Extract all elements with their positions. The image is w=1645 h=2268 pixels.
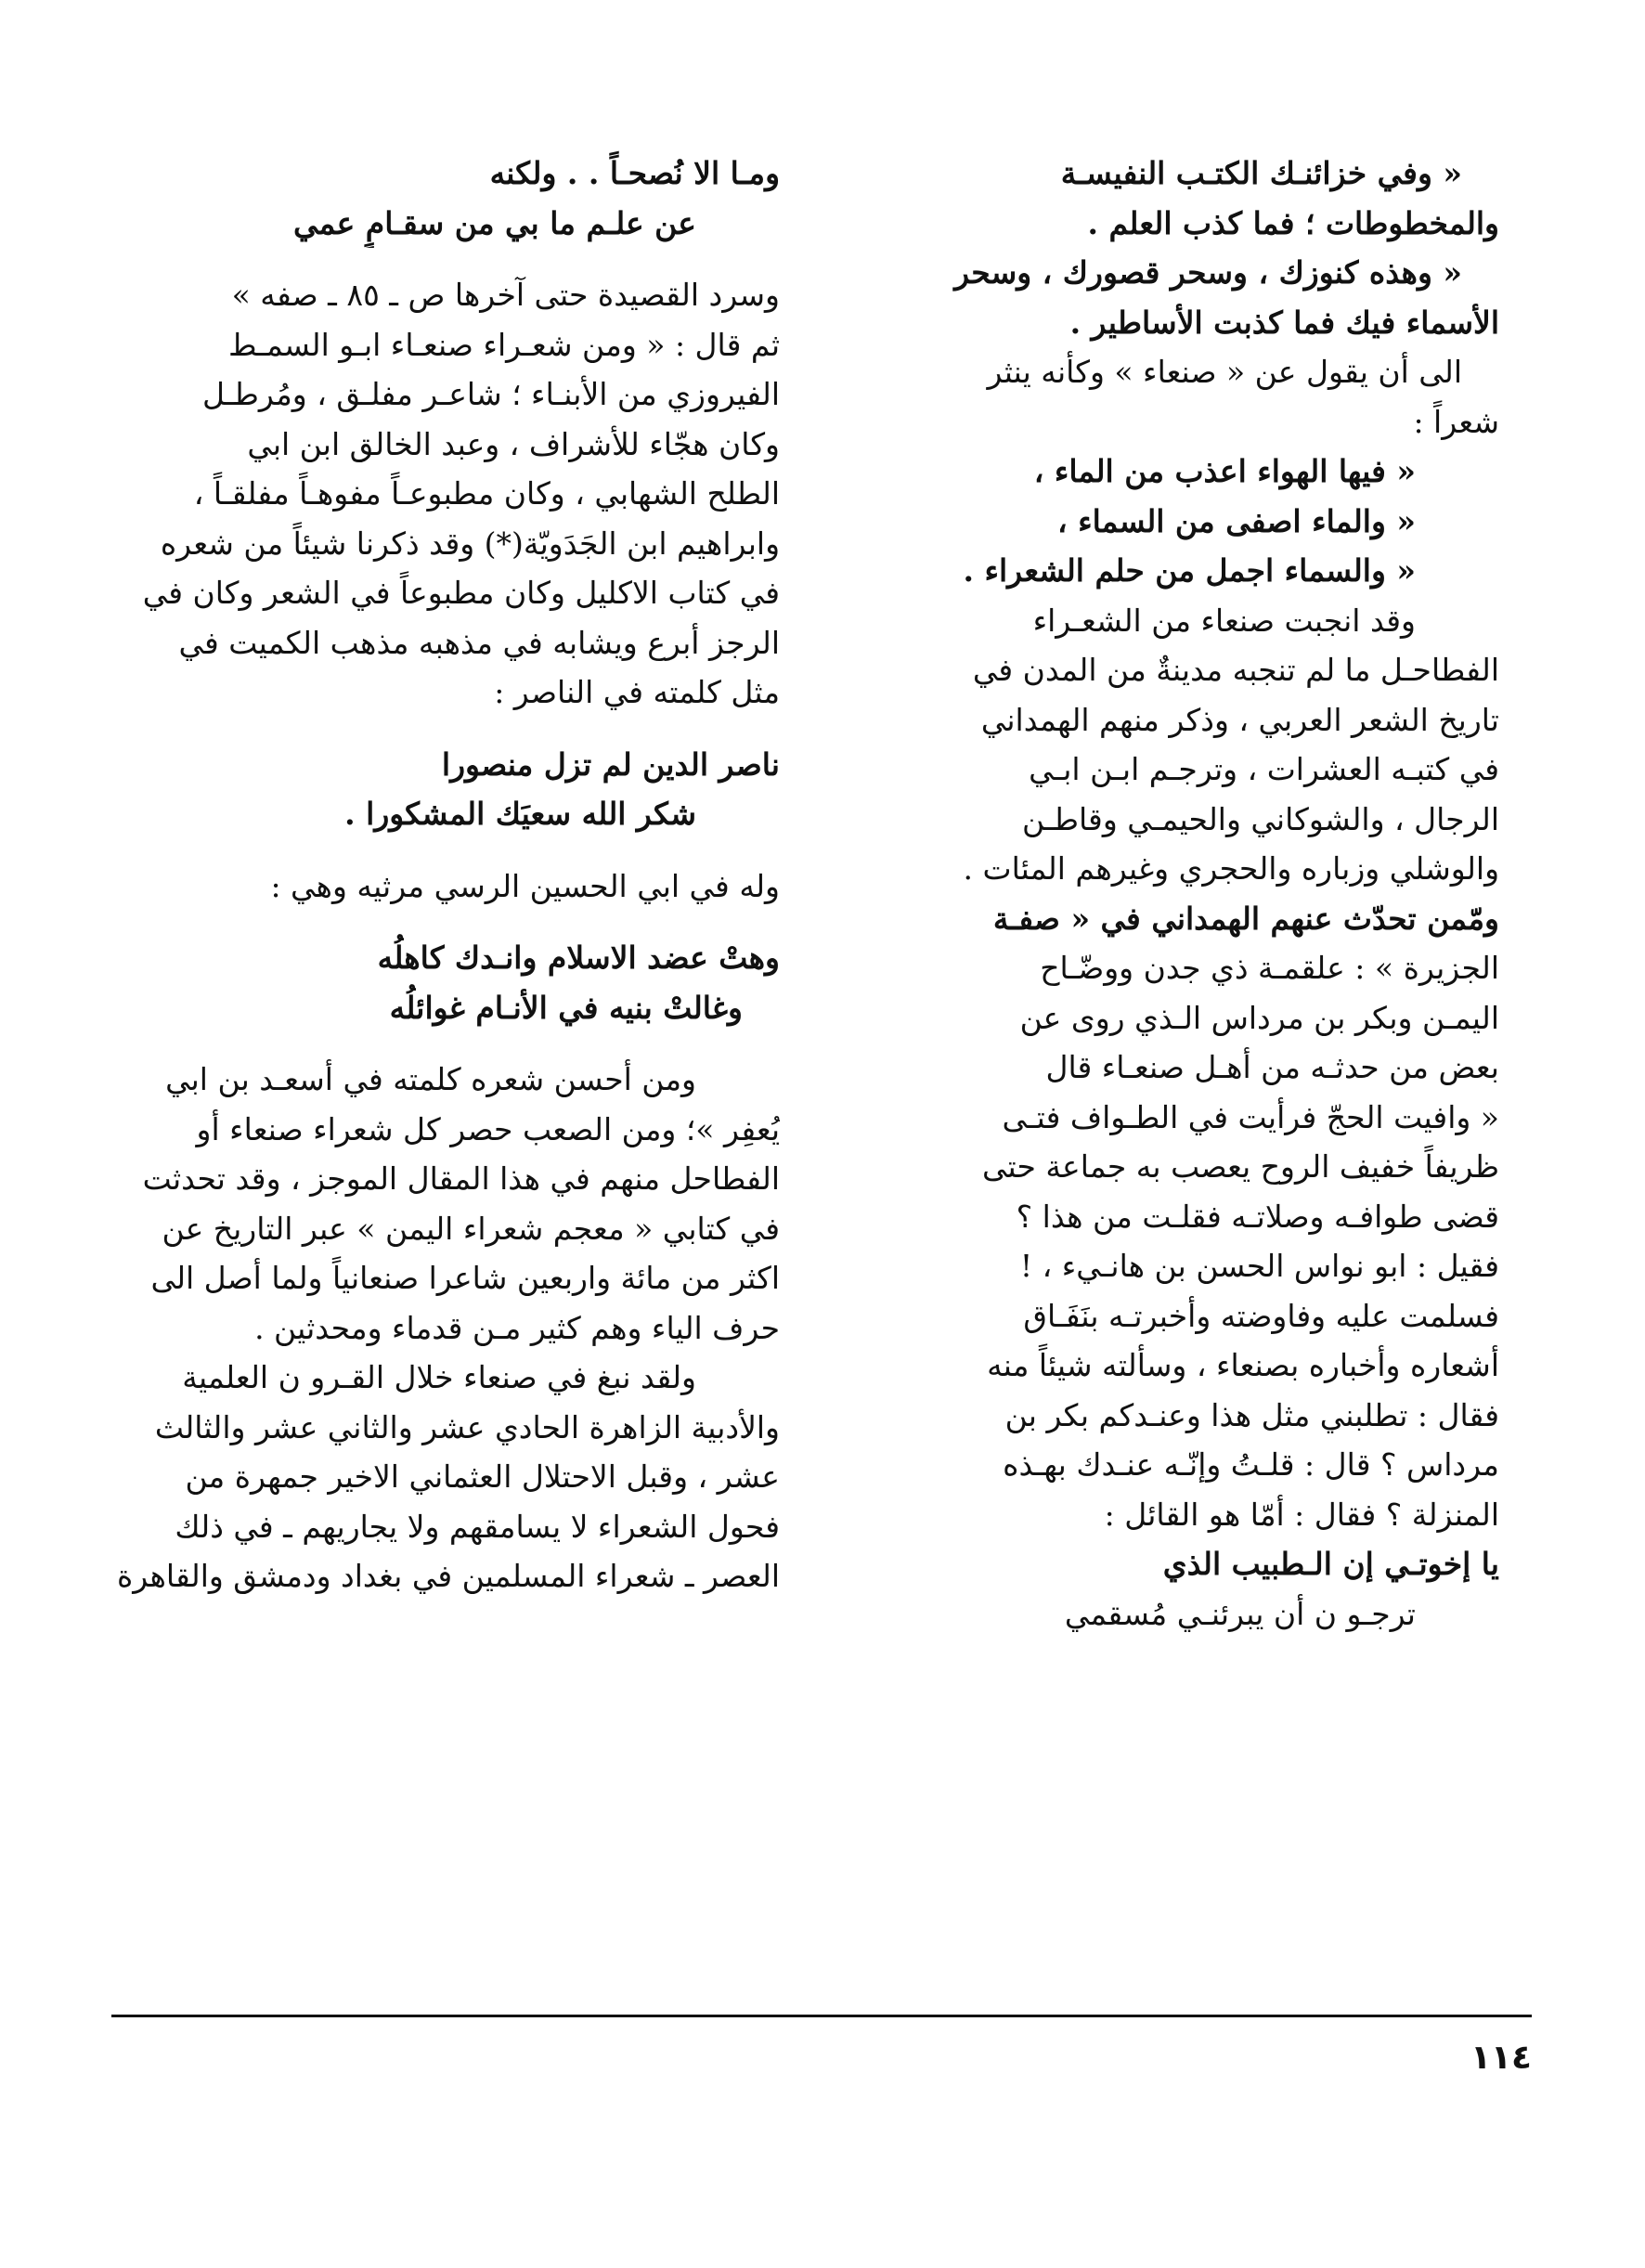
- text-line: وله في ابي الحسين الرسي مرثيه وهي :: [270, 867, 780, 904]
- text-line: وسرد القصيدة حتى آخرها ص ـ ٨٥ ـ صفه »: [231, 277, 780, 313]
- text-line: « وفي خزائنـك الكتـب النفيسـة: [1060, 155, 1462, 191]
- text-line: مرداس ؟ قال : قلـتُ وإنّـه عنـدك بهـذه: [1003, 1446, 1499, 1483]
- text-line: عشر ، وقبل الاحتلال العثماني الاخير جمهرة من: [185, 1458, 780, 1495]
- text-line: المنزلة ؟ فقال : أمّا هو القائل :: [1104, 1496, 1499, 1533]
- text-line: « وهذه كنوزك ، وسحر قصورك ، وسحر: [954, 254, 1462, 291]
- text-line: يُعفِر »؛ ومن الصعب حصر كل شعراء صنعاء أو: [196, 1110, 780, 1147]
- text-line: وقد انجبت صنعاء من الشعـراء: [1032, 602, 1416, 639]
- text-line: « وافيت الحجّ فرأيت في الطـواف فتـى: [1002, 1098, 1499, 1135]
- verse-line: ناصر الدين لم تزل منصورا: [441, 745, 780, 783]
- verse-line: شكر الله سعيَك المشكورا .: [344, 796, 696, 832]
- text-line: الجزيرة » : علقمـة ذي جدن ووضّـاح: [1040, 950, 1499, 986]
- text-line: اكثر من مائة واربعين شاعرا صنعانياً ولما أصل الى: [150, 1260, 780, 1296]
- text-line: الفطاحل منهم في هذا المقال الموجز ، وقد تحدثت: [142, 1160, 780, 1197]
- text-line: والأدبية الزاهرة الحادي عشر والثاني عشر والثالث: [154, 1408, 780, 1445]
- text-line: الرجال ، والشوكاني والحيمـي وقاطـن: [1021, 800, 1499, 837]
- verse-line: ترجـو ن أن يبرئنـي مُسقمي: [1064, 1595, 1416, 1632]
- page-number: ١١٤: [1470, 2039, 1532, 2077]
- text-line: شعراً :: [1413, 403, 1499, 440]
- text-line: في كتابي « معجم شعراء اليمن » عبر التاريخ عن: [162, 1210, 780, 1247]
- text-line: الرجز أبرع ويشابه في مذهبه مذهب الكميت في: [178, 624, 780, 661]
- verse-line: يا إخوتـي إن الـطبيب الذي: [1162, 1546, 1499, 1582]
- spacer: [111, 248, 780, 270]
- text-line: « والسماء اجمل من حلم الشعراء .: [963, 552, 1416, 589]
- text-line: بعض من حدثـه من أهـل صنعـاء قال: [1045, 1049, 1499, 1085]
- text-line: الى أن يقول عن « صنعاء » وكأنه ينثر: [987, 354, 1462, 390]
- text-line: ومّمن تحدّث عنهم الهمداني في « صفـة: [992, 900, 1499, 937]
- text-line: فحول الشعراء لا يسامقهم ولا يجاريهم ـ في ذلك: [175, 1508, 780, 1545]
- text-line: مثل كلمته في الناصر :: [494, 674, 780, 710]
- text-line: تاريخ الشعر العربي ، وذكر منهم الهمداني: [980, 701, 1499, 738]
- text-line: اليمـن وبكر بن مرداس الـذي روى عن: [1019, 999, 1499, 1036]
- text-line: ظريفاً خفيف الروح يعصب به جماعة حتى: [981, 1148, 1499, 1185]
- text-line: ولقد نبغ في صنعاء خلال القـرو ن العلمية: [182, 1359, 696, 1395]
- text-line: وكان هجّاء للأشراف ، وعبد الخالق ابن ابي: [247, 425, 780, 462]
- text-line: فقال : تطلبني مثل هذا وعنـدكم بكر بن: [1004, 1396, 1499, 1433]
- text-line: الفيروزي من الأبنـاء ؛ شاعـر مفلـق ، ومُرطـل: [201, 376, 780, 412]
- text-line: ومن أحسن شعره كلمته في أسعـد بن ابي: [165, 1061, 696, 1097]
- text-line: في كتاب الاكليل وكان مطبوعاً في الشعر وكان في: [142, 575, 780, 611]
- text-line: « والماء اصفى من السماء ،: [1056, 502, 1416, 539]
- spacer: [111, 718, 780, 740]
- verse-line: ومـا الا نُصحـاً . . ولكنه: [489, 155, 780, 191]
- text-line: حرف الياء وهم كثير مـن قدماء ومحدثين .: [254, 1309, 780, 1346]
- spacer: [111, 1032, 780, 1055]
- right-text-column: [831, 149, 1499, 1639]
- text-line: فقيل : ابو نواس الحسن بن هانـيء ، !: [1019, 1248, 1499, 1284]
- spacer: [111, 911, 780, 933]
- text-line: الأسماء فيك فما كذبت الأساطير .: [1069, 304, 1499, 341]
- text-line: والوشلي وزباره والحجري وغيرهم المئات .: [963, 850, 1499, 887]
- text-line: قضى طوافـه وصلاتـه فقلـت من هذا ؟: [1016, 1198, 1499, 1235]
- text-line: فسلمت عليه وفاوضته وأخبرتـه بنَفَـاق: [1023, 1297, 1499, 1334]
- verse-line: عن علـم ما بي من سقـامٍ عمي: [293, 204, 696, 241]
- text-line: « فيها الهواء اعذب من الماء ،: [1033, 453, 1416, 489]
- text-line: الطلح الشهابي ، وكان مطبوعـاً مفوهـاً مفلقـاً ،: [193, 475, 780, 512]
- footer-rule: [111, 2015, 1532, 2017]
- text-line: ثم قال : « ومن شعـراء صنعـاء ابـو السمـط: [228, 326, 780, 363]
- text-line: والمخطوطات ؛ فما كذب العلم .: [1087, 204, 1499, 241]
- text-line: العصر ـ شعراء المسلمين في بغداد ودمشق والقاهرة: [117, 1558, 780, 1594]
- text-line: وابراهيم ابن الجَدَويّة(*) وقد ذكرنا شيئاً من شعره: [160, 525, 780, 562]
- verse-line: وغالتْ بنيه في الأنـام غوائلُه: [389, 989, 743, 1026]
- verse-line: وهتْ عضد الاسلام وانـدك كاهلُه: [377, 940, 780, 976]
- left-text-column: [111, 149, 780, 1601]
- text-line: الفطاحـل ما لم تنجبه مدينةٌ من المدن في: [972, 652, 1499, 688]
- spacer: [111, 839, 780, 862]
- text-line: في كتبـه العشرات ، وترجـم ابـن ابـي: [1029, 751, 1499, 787]
- text-line: أشعاره وأخباره بصنعاء ، وسألته شيئاً منه: [987, 1347, 1499, 1383]
